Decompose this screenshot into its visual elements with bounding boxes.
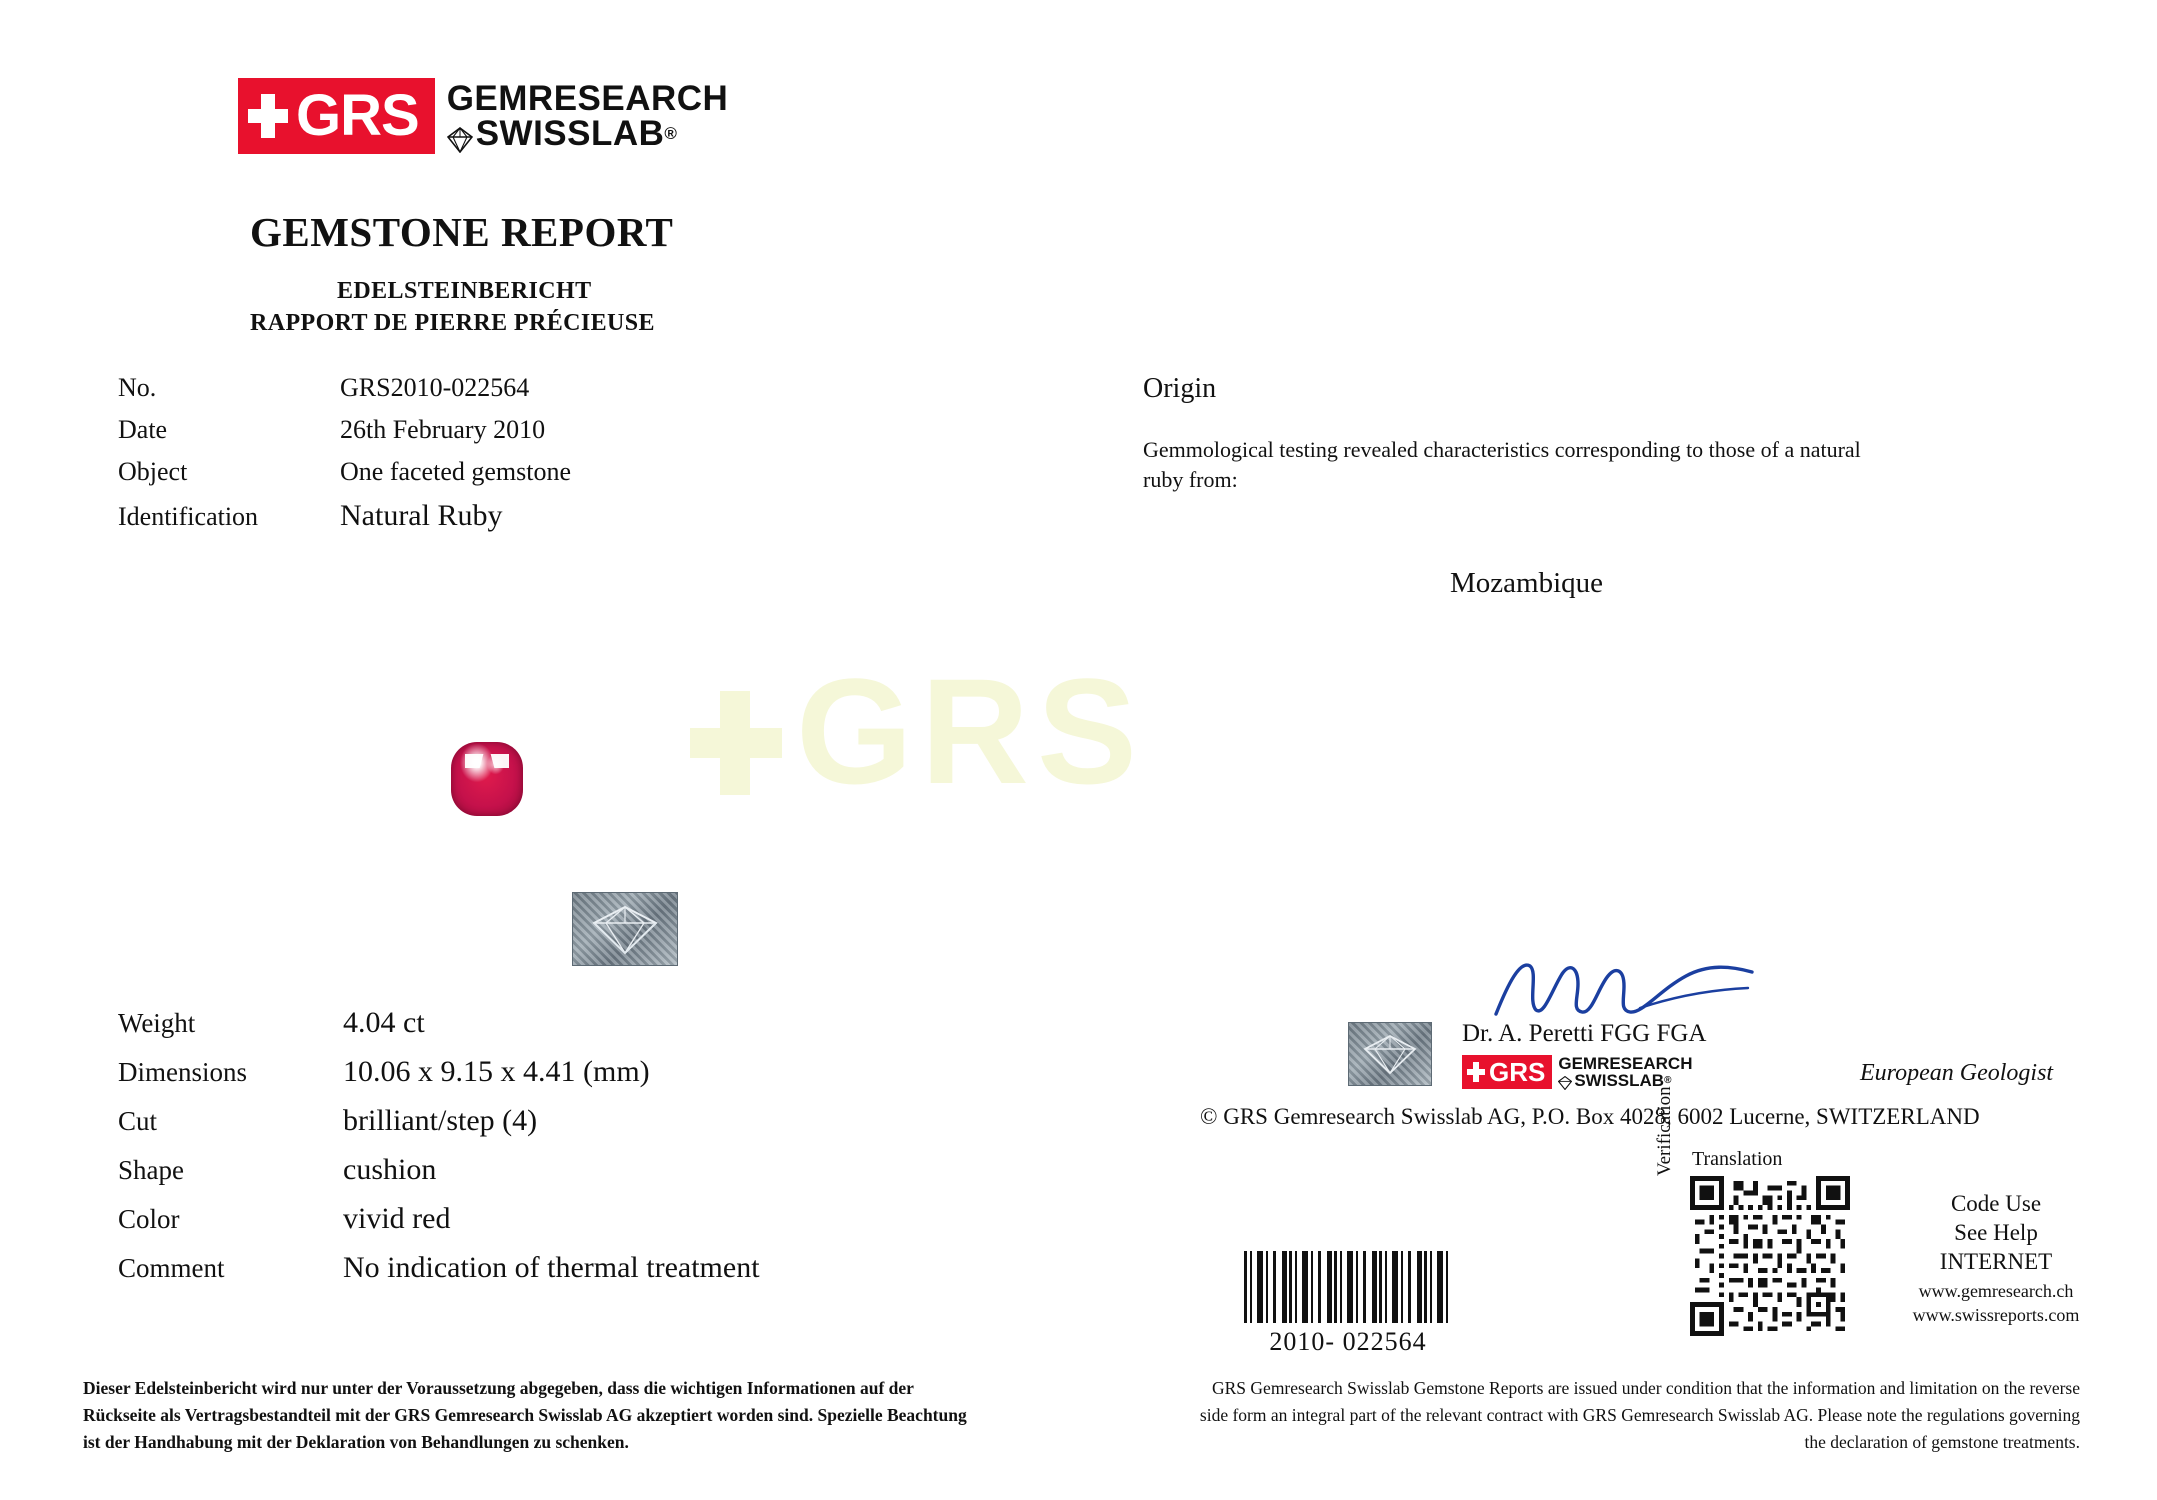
logo-red-panel — [1462, 1055, 1552, 1089]
field-label-date: Date — [118, 415, 168, 444]
field-value-no: GRS2010-022564 — [340, 373, 530, 402]
barcode-block — [1239, 1251, 1457, 1357]
field-value-object: One faceted gemstone — [340, 457, 572, 486]
property-value-shape: cushion — [343, 1153, 437, 1186]
registered-mark: ® — [1664, 1074, 1672, 1086]
code-use-block — [1886, 1190, 2106, 1327]
verification-label: Verification — [1654, 1086, 1675, 1176]
footer-text-german: Dieser Edelsteinbericht wird nur unter der Voraussetzung abgegeben, dass die wichtigen Informationen auf der Rückseite als Vertragsbestandteil mit der GRS Gemresearch Swisslab AG akzeptiert worden sind. Spezielle Beachtung ist der Handhabung mit der Deklaration von Behandlungen zu schenken. — [83, 1378, 967, 1453]
origin-country: Mozambique — [1450, 567, 1604, 599]
watermark-text: GRS — [796, 647, 1146, 815]
link-swissreports[interactable]: www.swissreports.com — [1912, 1304, 2080, 1325]
property-value-comment: No indication of thermal treatment — [343, 1251, 760, 1284]
signatory-name: Dr. A. Peretti FGG FGA — [1462, 1020, 1707, 1047]
logo-brand-text: GRS — [1489, 1057, 1546, 1087]
logo-brand-text: GRS — [296, 83, 419, 148]
signature-block — [1440, 962, 2054, 1090]
logo-line-swisslab: SWISSLAB — [475, 114, 665, 153]
logo-line-swisslab: SWISSLAB — [1574, 1071, 1665, 1090]
field-row — [118, 499, 571, 533]
property-label-color: Color — [118, 1204, 180, 1234]
table-row — [118, 1251, 760, 1285]
logo-wordmark — [1558, 1055, 1692, 1089]
report-fields — [118, 373, 571, 545]
grs-watermark — [690, 645, 1145, 818]
grs-logo — [238, 78, 728, 154]
table-row — [118, 1104, 760, 1138]
swiss-cross-icon — [1467, 1062, 1485, 1082]
code-use-urls — [1886, 1280, 2106, 1327]
code-use-line3: INTERNET — [1939, 1248, 2053, 1274]
handwritten-signature — [1490, 954, 1760, 1024]
link-gemresearch[interactable]: www.gemresearch.ch — [1918, 1281, 2074, 1302]
swiss-cross-icon — [248, 94, 288, 138]
field-value-date: 26th February 2010 — [340, 415, 546, 444]
hologram-seal-icon — [1348, 1022, 1432, 1086]
grs-logo-small — [1462, 1055, 1692, 1089]
origin-heading: Origin — [1143, 373, 1217, 404]
logo-line-gemresearch: GEMRESEARCH — [1558, 1054, 1693, 1073]
barcode-number: 2010- 022564 — [1269, 1327, 1427, 1356]
field-label-no: No. — [118, 373, 157, 402]
logo-wordmark — [447, 81, 729, 151]
field-row — [118, 415, 571, 445]
page-title-french: RAPPORT DE PIERRE PRÉCIEUSE — [250, 310, 655, 336]
property-value-color: vivid red — [343, 1202, 451, 1235]
property-label-weight: Weight — [118, 1008, 196, 1038]
property-label-dimensions: Dimensions — [118, 1057, 248, 1087]
logo-line-swisslab-row — [447, 116, 729, 151]
property-label-shape: Shape — [118, 1155, 184, 1185]
diamond-icon — [1558, 1076, 1572, 1090]
code-use-line1: Code Use — [1950, 1191, 2042, 1216]
copyright-line: © GRS Gemresearch Swisslab AG, P.O. Box 4028, 6002 Lucerne, SWITZERLAND — [1200, 1104, 1980, 1129]
table-row — [118, 1055, 760, 1089]
signatory-role: European Geologist — [1860, 1060, 2054, 1086]
table-row — [118, 1153, 760, 1187]
property-label-cut: Cut — [118, 1106, 158, 1136]
property-value-cut: brilliant/step (4) — [343, 1104, 538, 1137]
gemstone-properties — [118, 1006, 760, 1300]
registered-mark: ® — [664, 124, 678, 143]
qr-code[interactable] — [1690, 1176, 1850, 1336]
table-row — [118, 1202, 760, 1236]
table-row — [118, 1006, 760, 1040]
swiss-cross-icon — [690, 691, 782, 795]
field-label-identification: Identification — [118, 502, 259, 531]
logo-red-panel — [238, 78, 435, 154]
hologram-seal-icon — [572, 892, 678, 966]
barcode — [1244, 1251, 1452, 1323]
property-value-dimensions: 10.06 x 9.15 x 4.41 (mm) — [343, 1055, 650, 1088]
page-title-german: EDELSTEINBERICHT — [337, 278, 592, 304]
footer-text-english: GRS Gemresearch Swisslab Gemstone Reports are issued under condition that the information and limitation on the reverse side form an integral part of the relevant contract with GRS Gemresearch Swisslab AG. Please note the regulations governing the declaration of gemstone treatments. — [1199, 1378, 2080, 1453]
translation-label: Translation — [1692, 1148, 1783, 1170]
diamond-icon — [447, 124, 473, 150]
logo-line-gemresearch: GEMRESEARCH — [446, 79, 729, 118]
property-value-weight: 4.04 ct — [343, 1006, 425, 1039]
ruby-cushion-photo — [451, 742, 523, 816]
field-label-object: Object — [118, 457, 188, 486]
code-use-line2: See Help — [1954, 1219, 2038, 1245]
field-row — [118, 373, 571, 403]
field-row — [118, 457, 571, 487]
page-title: GEMSTONE REPORT — [250, 209, 674, 255]
origin-statement: Gemmological testing revealed characteristics corresponding to those of a natural ruby from: — [1143, 437, 1861, 493]
field-value-identification: Natural Ruby — [340, 499, 503, 532]
property-label-comment: Comment — [118, 1253, 225, 1283]
